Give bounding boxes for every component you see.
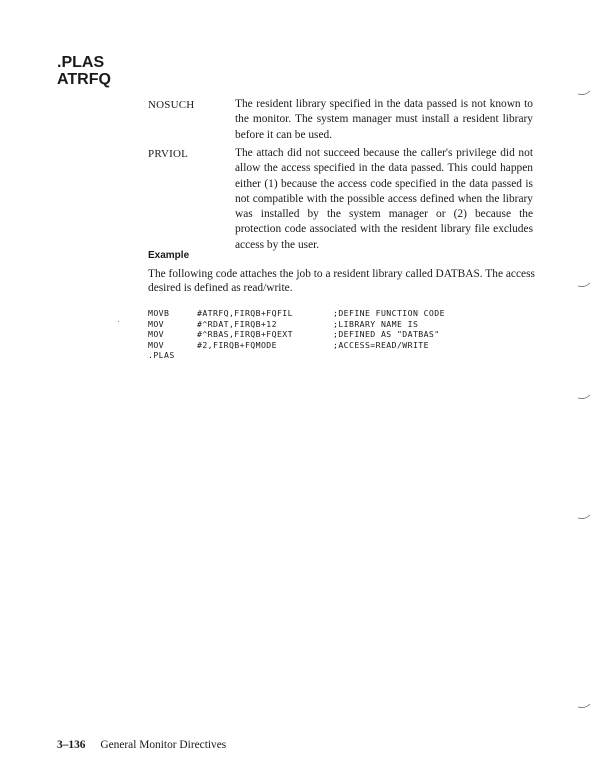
code-operand: #ATRFQ,FIRQB+FQFIL: [197, 308, 293, 318]
error-code-prviol: PRVIOL: [148, 148, 189, 160]
margin-binding-mark: [578, 514, 590, 520]
code-line: [148, 329, 445, 340]
margin-binding-mark: [578, 703, 590, 709]
code-opcode: .PLAS: [148, 350, 175, 361]
error-description-prviol: The attach did not succeed because the caller's privilege did not allow the access specified in the data passed. This could happen either (1) because the access code specified in the data passed is not compatible with the possible access defined when the library was installed by the system manager or (2) because the protection code associated with the resident library file excludes access by the user.: [235, 147, 533, 251]
page-number: 3–136: [57, 739, 86, 751]
code-listing: [148, 308, 445, 361]
example-intro: The following code attaches the job to a resident library called DATBAS. The access desired is defined as read/write.: [148, 268, 535, 294]
code-opcode: MOV: [148, 318, 164, 329]
code-line: [148, 308, 445, 319]
code-opcode: MOV: [148, 339, 164, 350]
code-operand: #2,FIRQB+FQMODE: [197, 339, 277, 350]
code-line: [148, 340, 445, 351]
error-code-nosuch: NOSUCH: [148, 99, 195, 111]
page-footer: [57, 739, 226, 751]
error-description-nosuch: The resident library specified in the data passed is not known to the monitor. The system manager must install a resident library before it can be used.: [235, 98, 533, 141]
heading-line-1: .PLAS: [57, 54, 105, 71]
page-heading: [57, 54, 111, 88]
code-opcode: MOV: [148, 329, 164, 340]
code-comment: ;ACCESS=READ/WRITE: [333, 339, 429, 350]
code-operand: #^RDAT,FIRQB+12: [197, 318, 277, 329]
code-operand: #^RBAS,FIRQB+FQEXT: [197, 329, 293, 340]
code-comment: ;LIBRARY NAME IS: [333, 318, 419, 329]
heading-line-2: ATRFQ: [57, 71, 111, 88]
margin-binding-mark: [578, 90, 590, 96]
code-comment: ;DEFINE FUNCTION CODE: [333, 308, 445, 318]
code-operand: [197, 350, 333, 361]
stray-dot-mark: [118, 321, 119, 322]
margin-binding-mark: [578, 394, 590, 400]
margin-binding-mark: [578, 282, 590, 288]
code-comment: ;DEFINED AS "DATBAS": [333, 329, 440, 340]
code-opcode: MOVB: [148, 308, 170, 318]
code-line: [148, 350, 445, 361]
code-line: [148, 319, 445, 330]
footer-title: General Monitor Directives: [100, 739, 227, 751]
example-title: Example: [148, 250, 190, 261]
